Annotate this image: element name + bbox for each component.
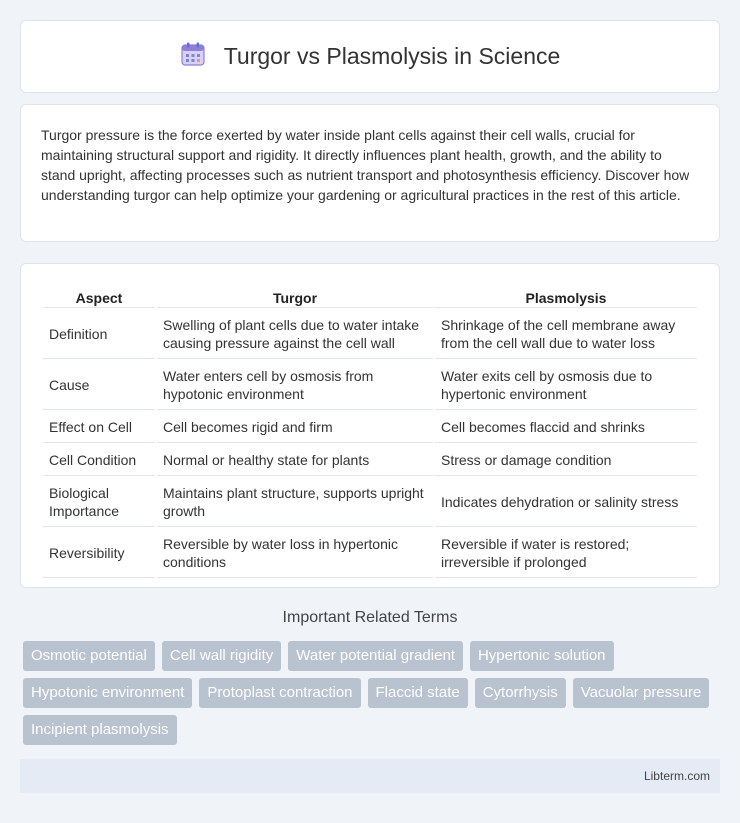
intro-card	[20, 104, 720, 242]
column-header-plasmolysis: Plasmolysis	[435, 286, 697, 308]
related-term-tag[interactable]: Water potential gradient	[288, 641, 463, 671]
calendar-icon	[180, 41, 206, 72]
related-terms-title: Important Related Terms	[282, 609, 458, 626]
table-cell-aspect: Definition	[43, 310, 155, 359]
footer	[20, 759, 720, 793]
table-cell-turgor: Reversible by water loss in hypertonic conditions	[157, 529, 433, 578]
related-term-tag[interactable]: Osmotic potential	[23, 641, 155, 671]
table-cell-turgor: Water enters cell by osmosis from hypotonic environment	[157, 361, 433, 410]
table-cell-aspect: Reversibility	[43, 529, 155, 578]
header-card	[20, 20, 720, 93]
table-cell-turgor: Normal or healthy state for plants	[157, 445, 433, 476]
related-term-tag[interactable]: Protoplast contraction	[199, 678, 360, 708]
related-term-tag[interactable]: Cytorrhysis	[475, 678, 566, 708]
table-cell-turgor: Swelling of plant cells due to water intake causing pressure against the cell wall	[157, 310, 433, 359]
table-row	[43, 361, 697, 410]
comparison-table	[41, 284, 699, 580]
column-header-aspect: Aspect	[43, 286, 155, 308]
table-cell-plasmolysis: Reversible if water is restored; irreversible if prolonged	[435, 529, 697, 578]
table-row	[43, 445, 697, 476]
table-cell-plasmolysis: Shrinkage of the cell membrane away from the cell wall due to water loss	[435, 310, 697, 359]
table-cell-plasmolysis: Cell becomes flaccid and shrinks	[435, 412, 697, 443]
table-cell-aspect: Cause	[43, 361, 155, 410]
related-term-tag[interactable]: Hypotonic environment	[23, 678, 192, 708]
table-cell-turgor: Cell becomes rigid and firm	[157, 412, 433, 443]
comparison-table-card	[20, 263, 720, 588]
table-row	[43, 529, 697, 578]
table-cell-plasmolysis: Water exits cell by osmosis due to hypertonic environment	[435, 361, 697, 410]
footer-brand-link[interactable]: Libterm.com	[643, 769, 710, 783]
table-cell-plasmolysis: Indicates dehydration or salinity stress	[435, 478, 697, 527]
related-term-tag[interactable]: Flaccid state	[368, 678, 468, 708]
table-row	[43, 412, 697, 443]
intro-paragraph: Turgor pressure is the force exerted by water inside plant cells against their cell walls, crucial for maintaining structural support and rigidity. It directly influences plant health, growth, and the ability to stand upright, affecting processes such as nutrient transport and photosynthesis efficiency. Discover how understanding turgor can help optimize your gardening or agricultural practices in the rest of this article.	[41, 127, 690, 203]
table-cell-turgor: Maintains plant structure, supports upright growth	[157, 478, 433, 527]
table-header-row	[43, 286, 697, 308]
page-title: Turgor vs Plasmolysis in Science	[223, 43, 561, 69]
title-wrap	[180, 41, 561, 72]
table-cell-aspect: Biological Importance	[43, 478, 155, 527]
table-row	[43, 310, 697, 359]
table-cell-aspect: Cell Condition	[43, 445, 155, 476]
related-term-tag[interactable]: Cell wall rigidity	[162, 641, 281, 671]
related-term-tag[interactable]: Incipient plasmolysis	[23, 715, 177, 745]
table-row	[43, 478, 697, 527]
related-term-tag[interactable]: Hypertonic solution	[470, 641, 614, 671]
column-header-turgor: Turgor	[157, 286, 433, 308]
related-terms-list	[23, 641, 723, 745]
table-cell-plasmolysis: Stress or damage condition	[435, 445, 697, 476]
related-term-tag[interactable]: Vacuolar pressure	[573, 678, 710, 708]
table-cell-aspect: Effect on Cell	[43, 412, 155, 443]
